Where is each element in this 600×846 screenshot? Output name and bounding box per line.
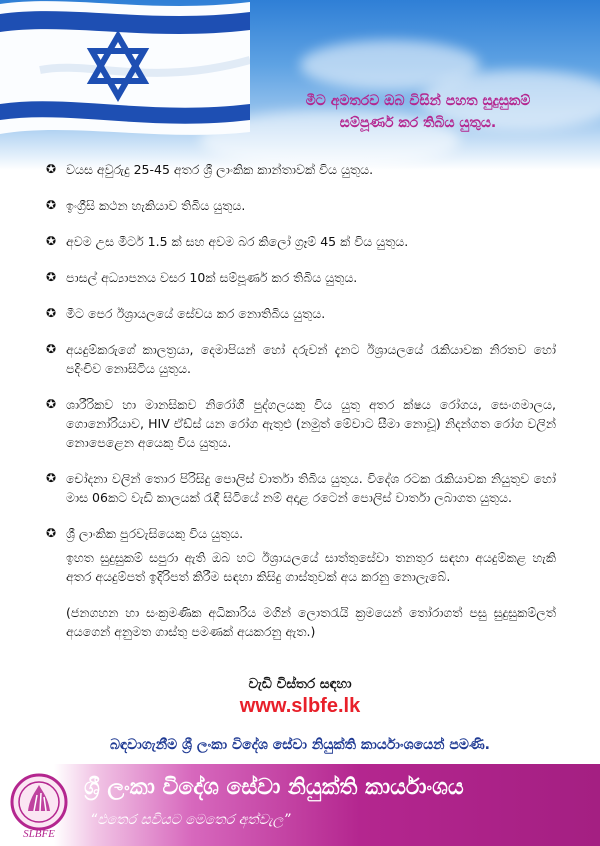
requirement-item	[46, 469, 556, 507]
more-info-label: වැඩි විස්තර සඳහා	[248, 676, 352, 692]
requirement-text: ශ්‍රී ලාංකික පුරවැසියෙකු විය යුතුය.	[66, 526, 244, 541]
organization-slogan: “එතෙර සවියට මෙතෙර අත්වැල”	[90, 812, 291, 828]
star-bullet-icon: ✪	[46, 234, 57, 248]
fee-paragraph: ඉහත සුදුසුකම් සපුරා ඇති ඔබ හට ඊශ්‍රායලයේ සාත්තුසේවා තනතුර සඳහා අයදුම්කළ හැකි අතර අයදුම්පත් ඉදිරිපත් කිරීම සඳහා කිසිදු ගාස්තුවක් අය කරනු නොලැබේ.	[66, 550, 556, 584]
requirement-text: ශාරීරිකව හා මානසිකව නිරෝගී පුද්ගලයකු විය යුතු අතර ක්ෂය රෝගය, සෙංගමාලය, ගොනෝරියාව, HIV ඒඩ්ස් යන රෝග ඇතුළු (නමුත් මේවාට සීමා නොවූ) නිදන්ගත රෝග වලින් නොපෙළෙන අයෙකු විය යුතුය.	[66, 397, 556, 450]
star-bullet-icon: ✪	[46, 471, 57, 485]
requirement-text: පාසල් අධ්‍යාපනය වසර 10ක් සම්පූර්ණ කර තිබිය යුතුය.	[66, 270, 358, 285]
requirement-item	[46, 160, 556, 179]
requirement-item	[46, 304, 556, 323]
requirement-item	[46, 395, 556, 452]
requirement-text: අයදුම්කරුගේ කාලත්‍රයා, දෙමාපියන් හෝ දරුවන් දැනට ඊශ්‍රායලයේ රැකියාවක නිරතව හෝ පදිංචිව නොසිටිය යුතුය.	[66, 342, 556, 376]
logo-text: SLBFE	[23, 828, 55, 839]
star-bullet-icon: ✪	[46, 306, 57, 320]
star-bullet-icon: ✪	[46, 397, 57, 411]
requirement-text: අවම උස මීටර් 1.5 ක් සහ අවම බර කිලෝ ග්‍රෑම් 45 ක් විය යුතුය.	[66, 234, 409, 249]
star-bullet-icon: ✪	[46, 526, 57, 540]
requirement-text: වයස අවුරුදු 25-45 අතර ශ්‍රී ලාංකික කාන්තාවක් විය යුතුය.	[66, 162, 374, 177]
intro-heading	[268, 90, 568, 134]
star-bullet-icon: ✪	[46, 270, 57, 284]
requirement-text: මීට පෙර ඊශ්‍රායලයේ සේවය කර නොතිබිය යුතුය.	[66, 306, 326, 321]
intro-line-1: මීට අමතරව ඔබ විසින් පහත සුදුසුකම්	[305, 93, 531, 109]
requirement-text: ඉංග්‍රීසි කථන හැකියාව තිබිය යුතුය.	[66, 198, 246, 213]
requirement-item	[46, 196, 556, 215]
requirement-item	[46, 340, 556, 378]
requirement-item	[46, 524, 556, 543]
recruitment-note: බඳවාගැනීම ශ්‍රී ලංකා විදේශ සේවා නියුක්ති කාර්යාංශයෙන් පමණි.	[110, 737, 490, 753]
website-link[interactable]: www.slbfe.lk	[239, 695, 361, 717]
requirement-item	[46, 268, 556, 287]
star-bullet-icon: ✪	[46, 198, 57, 212]
flag-icon	[0, 0, 250, 150]
star-bullet-icon: ✪	[46, 342, 57, 356]
lottery-note-paragraph: (ජනගහන හා සංක්‍රමණික අධිකාරිය මගින් ලොතරැයි ක්‍රමයෙන් තෝරාගත් පසු සුදුසුකම්ලත් අයගෙන් අනුමත ගාස්තු පමණක් අයකරනු ඇත.)	[66, 605, 556, 639]
intro-line-2: සම්පූර්ණ කර තිබිය යුතුය.	[339, 115, 497, 131]
slbfe-logo-icon	[8, 771, 70, 839]
organization-name: ශ්‍රී ලංකා විදේශ සේවා නියුක්ති කාර්යාංශය	[84, 775, 464, 800]
requirement-text: චෝදනා වලින් තොර පිරිසිදු පොලිස් වාර්තා තිබිය යුතුය. විදේශ රටක රැකියාවක නියුතුව හෝ මාස 06කට වැඩි කාලයක් රැඳී සිටියේ නම් අදාළ රටෙන් පොලිස් වාර්තා ලබාගත යුතුය.	[66, 471, 556, 505]
star-bullet-icon: ✪	[46, 162, 57, 176]
requirement-item	[46, 232, 556, 251]
requirements-list	[46, 160, 556, 560]
israel-flag-image	[0, 0, 250, 150]
